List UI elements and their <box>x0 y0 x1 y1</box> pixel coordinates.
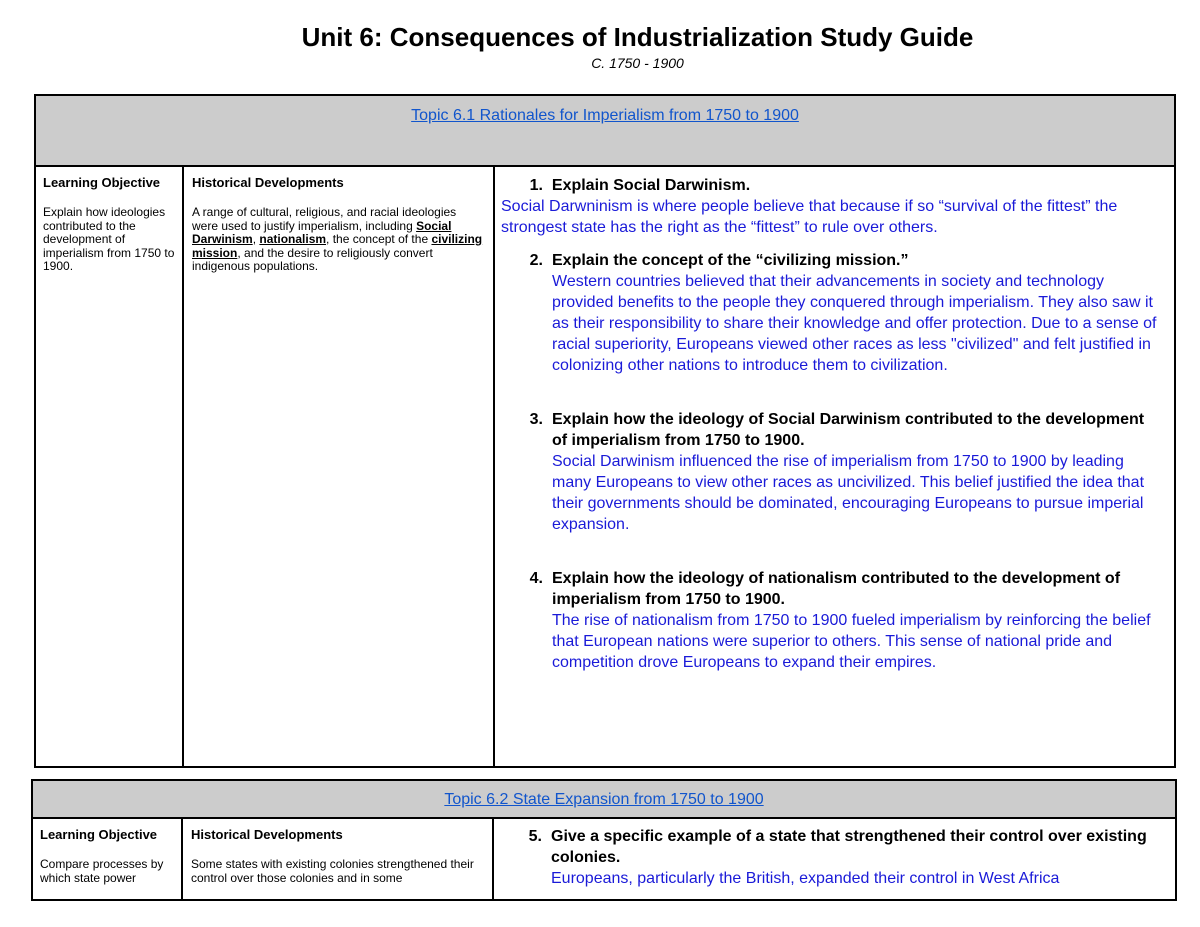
topic-6-1-link[interactable]: Topic 6.1 Rationales for Imperialism from 1750 to 1900 <box>411 107 799 124</box>
learning-objective-text-2: Compare processes by which state power <box>40 857 164 885</box>
question-3-text: Explain how the ideology of Social Darwinism contributed to the development of imperialism from 1750 to 1900. <box>552 411 1145 449</box>
answer-2: Western countries believed that their advancements in society and technology provided benefits to the people they conquered through imperialism. They also saw it as their responsibility to share their knowledge and offer protection. Due to a sense of racial superiority, Europeans viewed other races as less "civilized" and felt justified in colonizing other nations to introduce them to civilization. <box>552 273 1157 374</box>
question-2: 2. Explain the concept of the “civilizing mission.” Western countries believed that their advancements in society and technology provided benefits to the people they conquered through imperialism. They also saw it as their responsibility to share their knowledge and offer protection. Due to a sense of racial superiority, Europeans viewed other races as less "civilized" and felt justified in colonizing other nations to introduce them to civilization. <box>501 250 1162 376</box>
question-5: 5. Give a specific example of a state that strengthened their control over existing colonies. Europeans, particularly the British, expanded their control in West Africa <box>500 826 1163 889</box>
answer-4: The rise of nationalism from 1750 to 1900 fueled imperialism by reinforcing the belief that European nations were superior to others. This sense of national pride and competition drove Europeans to expand their empires. <box>552 612 1151 671</box>
question-4: 4. Explain how the ideology of nationalism contributed to the development of imperialism from 1750 to 1900. The rise of nationalism from 1750 to 1900 fueled imperialism by reinforcing the belief that European nations were superior to others. This sense of national pride and competition drove Europeans to expand their empires. <box>501 568 1162 673</box>
historical-developments-heading: Historical Developments <box>192 175 344 190</box>
question-5-text: Give a specific example of a state that strengthened their control over existing colonies. <box>551 828 1147 866</box>
question-1: 1. Explain Social Darwinism. Social Darwninism is where people believe that because if so “survival of the fittest” the strongest state has the right as the “fittest” to rule over others. <box>501 175 1162 238</box>
questions-cell-2 <box>493 818 1176 900</box>
question-1-text: Explain Social Darwinism. <box>551 177 751 194</box>
answer-1: Social Darwninism is where people believe that because if so “survival of the fittest” the strongest state has the right as the “fittest” to rule over others. <box>501 198 1118 236</box>
historical-developments-text-2: Some states with existing colonies strengthened their control over those colonies and in some <box>191 857 474 885</box>
historical-developments-heading-2: Historical Developments <box>191 827 343 842</box>
question-2-text: Explain the concept of the “civilizing mission.” <box>552 252 909 269</box>
learning-objective-text: Explain how ideologies contributed to the development of imperialism from 1750 to 1900. <box>43 205 175 273</box>
term-nationalism: nationalism <box>259 232 327 246</box>
topic-6-1-header <box>35 95 1175 166</box>
topic-6-2-table <box>31 779 1177 901</box>
topic-6-2-header <box>32 780 1176 818</box>
page-subtitle: C. 1750 - 1900 <box>591 55 684 71</box>
question-3: 3. Explain how the ideology of Social Darwinism contributed to the development of imperialism from 1750 to 1900. Social Darwinism influenced the rise of imperialism from 1750 to 1900 by leading many Europeans to view other races as uncivilized. This belief justified the idea that their governments should be dominated, encouraging Europeans to pursue imperial expansion. <box>501 409 1162 535</box>
term-social-darwinism: Social Darwinism <box>192 218 452 246</box>
questions-cell <box>494 166 1175 767</box>
answer-3: Social Darwinism influenced the rise of imperialism from 1750 to 1900 by leading many Europeans to view other races as uncivilized. This belief justified the idea that their governments should be dominated, encouraging Europeans to pursue imperial expansion. <box>552 453 1145 533</box>
topic-6-1-table <box>34 94 1176 768</box>
historical-developments-text: A range of cultural, religious, and racial ideologies were used to justify imperialism, including Social Darwinism, nationalism, the concept of the civilizing mission, and the desire to religiously convert indigenous populations. <box>192 205 483 273</box>
learning-objective-heading-2: Learning Objective <box>40 827 158 842</box>
learning-objective-heading: Learning Objective <box>43 175 161 190</box>
question-4-text: Explain how the ideology of nationalism contributed to the development of imperialism from 1750 to 1900. <box>552 570 1121 608</box>
page-title: Unit 6: Consequences of Industrialization Study Guide <box>301 22 974 52</box>
historical-developments-cell-2 <box>182 818 493 900</box>
term-civilizing-mission: civilizing mission <box>192 232 483 260</box>
learning-objective-cell-2 <box>32 818 182 900</box>
learning-objective-cell <box>35 166 183 767</box>
topic-6-2-link[interactable]: Topic 6.2 State Expansion from 1750 to 1900 <box>444 791 764 808</box>
answer-5: Europeans, particularly the British, expanded their control in West Africa <box>551 870 1060 887</box>
historical-developments-cell <box>183 166 494 767</box>
